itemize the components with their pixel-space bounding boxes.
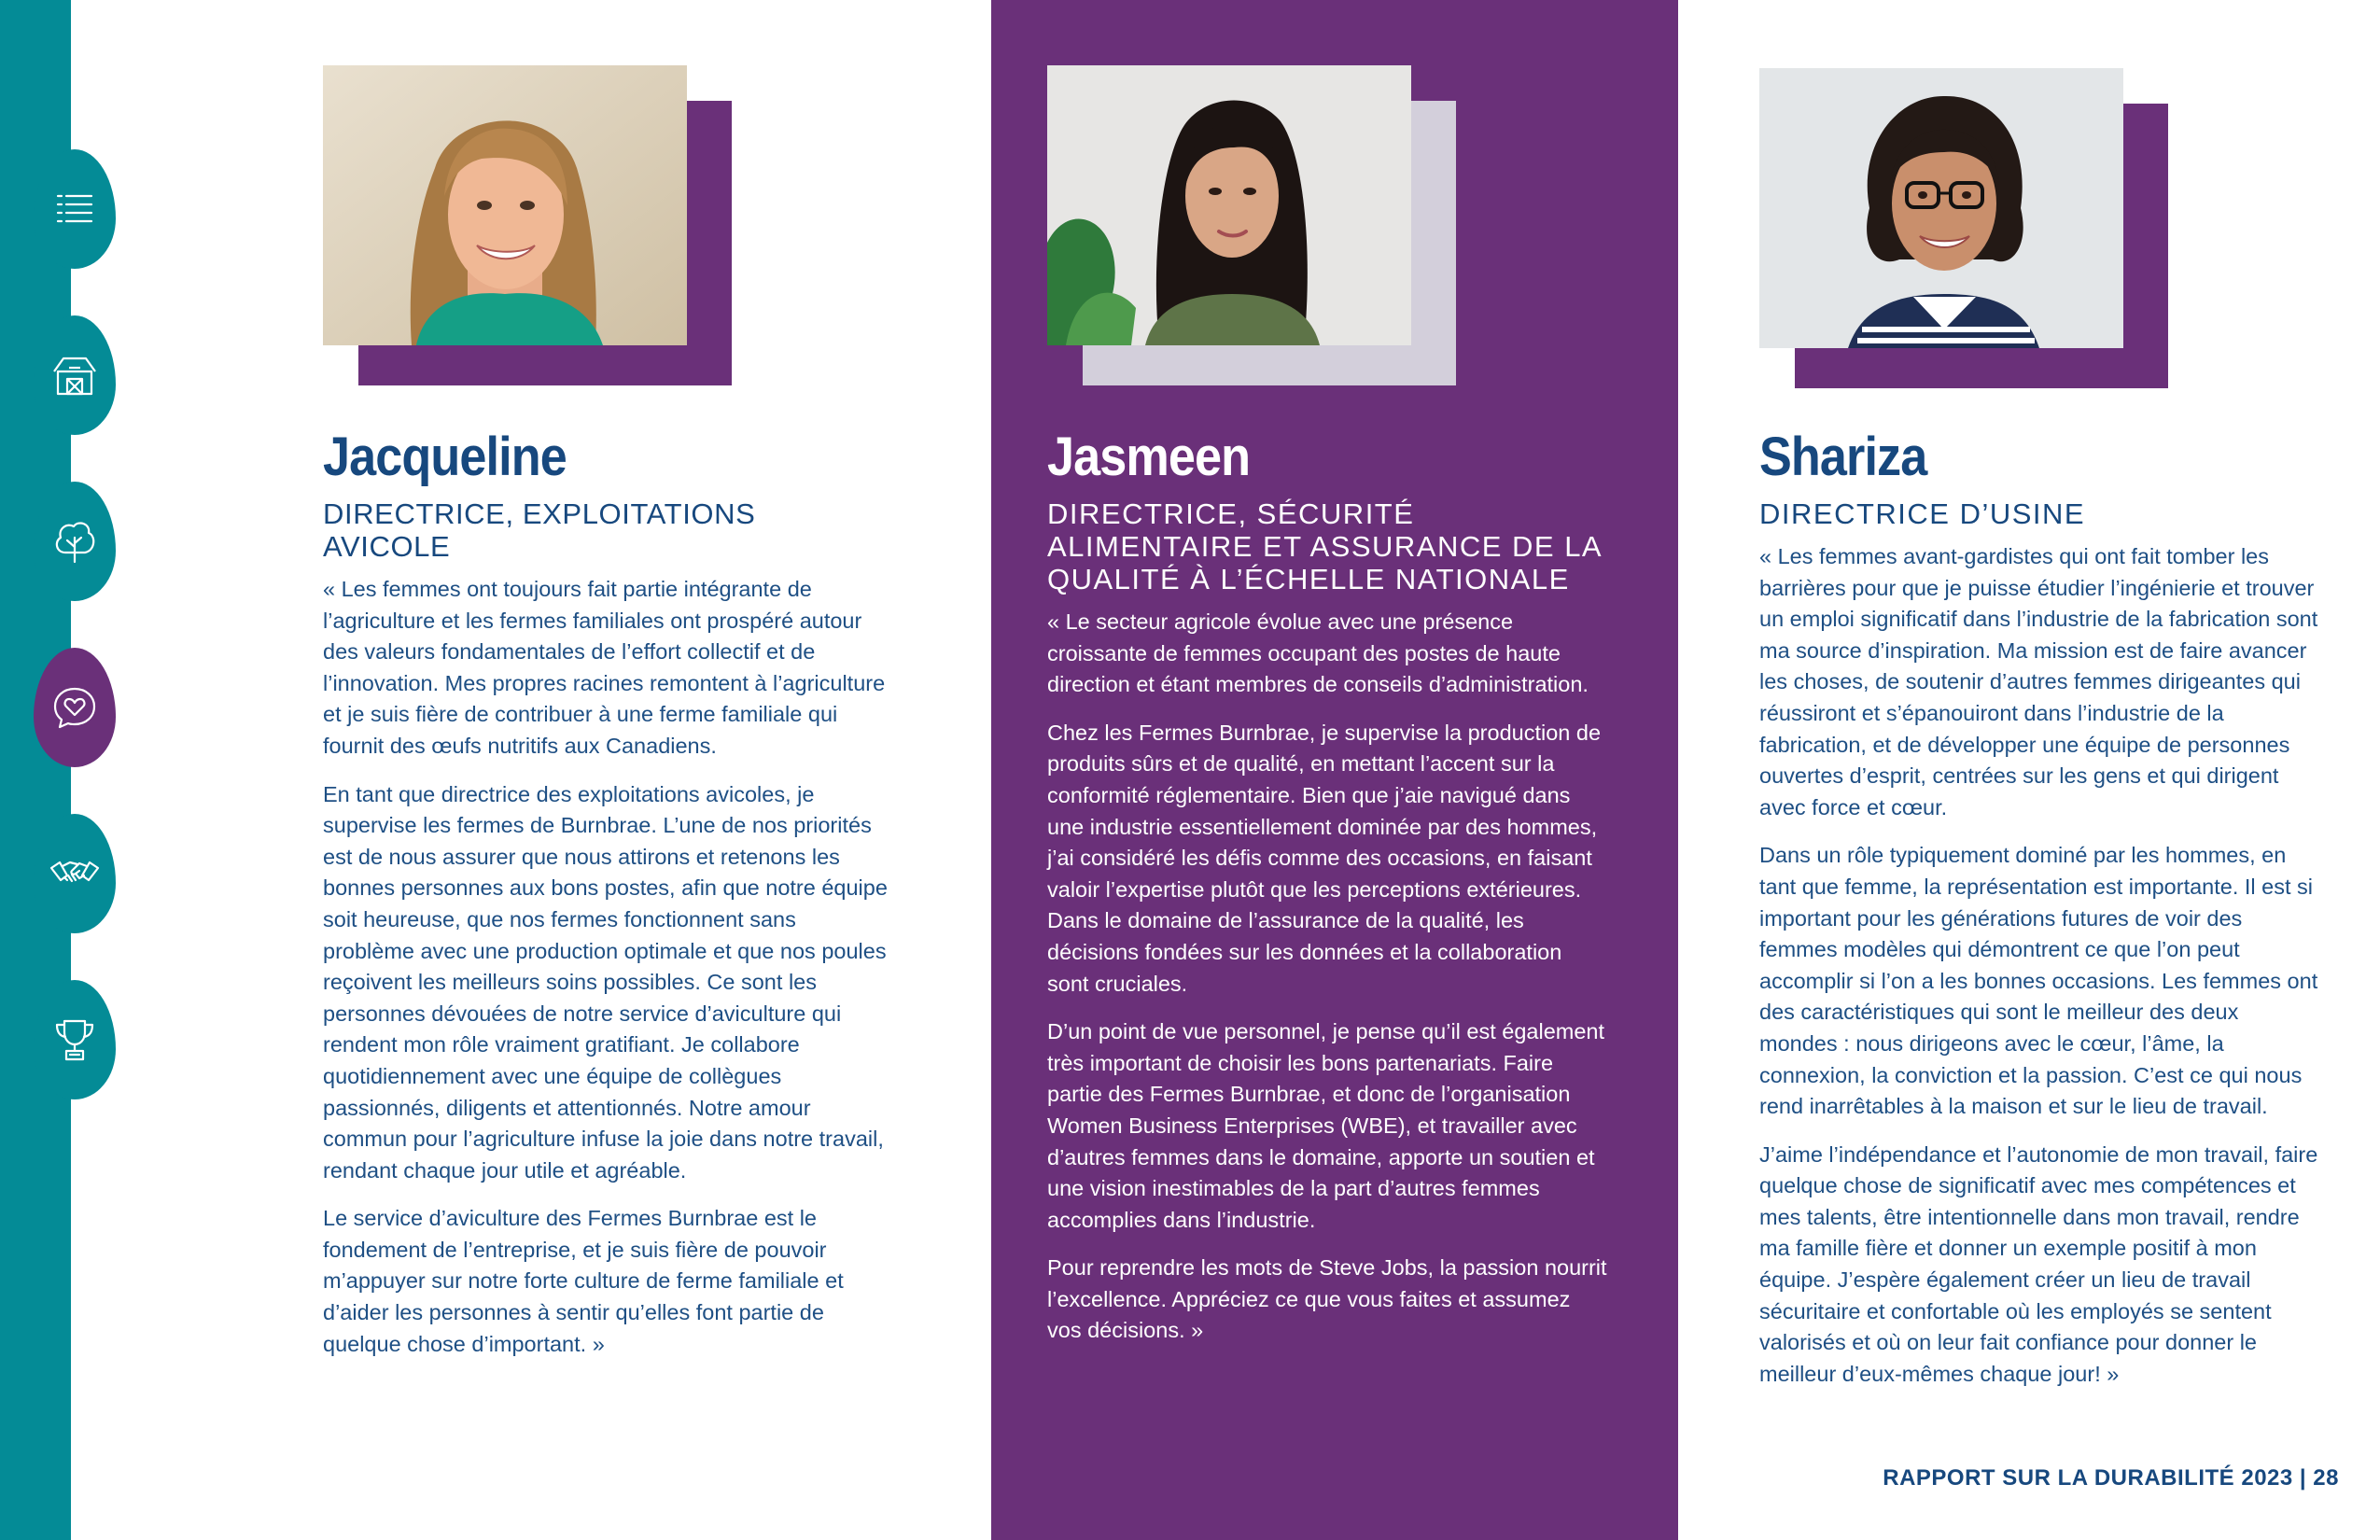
profile-paragraph: J’aime l’indépendance et l’autonomie de mon travail, faire quelque chose de significatif avec mes compétences et mes talents, être intentionnelle dans mon travail, rendre ma famille fière et donner un exemple positif à mon équipe. J’espère également créer un lieu de travail sécuritaire et confortable où les employés se sentent valorisés et où on leur fait confiance pour donner le meilleur d’eux-mêmes chaque jour! »	[1759, 1141, 2318, 1386]
nav-tab-contents[interactable]	[34, 149, 116, 269]
profile-paragraph: « Les femmes ont toujours fait partie intégrante de l’agriculture et les fermes familiales ont prospéré autour des valeurs fondamentales de l’effort collectif et de l’innovation. Mes propres racines remontent à l’agriculture et je suis fière de contribuer à une ferme familiale qui fournit des œufs nutritifs aux Canadiens.	[323, 577, 886, 758]
trophy-icon	[49, 1014, 101, 1066]
profile-role: DIRECTRICE D’USINE	[1759, 497, 2086, 530]
report-title: RAPPORT SUR LA DURABILITÉ 2023	[1883, 1465, 2293, 1491]
profile-role: DIRECTRICE, SÉCURITÉ ALIMENTAIRE ET ASSURANCE DE LA QUALITÉ À L’ÉCHELLE NATIONALE	[1047, 497, 1602, 595]
profile-paragraph: Pour reprendre les mots de Steve Jobs, la passion nourrit l’excellence. Appréciez ce que vous faites et assumez vos décisions. »	[1047, 1255, 1607, 1343]
photo-frame-jasmeen	[1047, 65, 1458, 392]
profile-paragraph: En tant que directrice des exploitations avicoles, je supervise les fermes de Burnbrae. L’une de nos priorités est de nous assurer que nous attirons et retenons les bonnes personnes aux bons postes, afin que notre équipe soit heureuse, que nos fermes fonctionnent sans problème avec une production optimale et que nos poules reçoivent les meilleurs soins possibles. Ce sont les personnes dévouées de notre service d’aviculture qui rendent mon rôle vraiment gratifiant. Je collabore quotidiennement avec une équipe de collègues passionnés, diligents et attentionnés. Notre amour commun pour l’agriculture infuse la joie dans notre travail, rendant chaque jour utile et agréable.	[323, 781, 888, 1183]
profile-paragraph: « Les femmes avant-gardistes qui ont fait tomber les barrières pour que je puisse étudier l’ingénierie et trouver un emploi significatif dans l’industrie de la fabrication sont ma source d’inspiration. Ma mission est de faire avancer les choses, de soutenir d’autres femmes dirigeantes qui réussiront et s’épanouiront dans l’industrie de la fabrication, et de développer une équipe de personnes ouvertes d’esprit, centrées sur les gens et qui dirigent avec force et cœur.	[1759, 544, 2318, 819]
profile-name: Jacqueline	[323, 427, 567, 487]
portrait-photo-jasmeen	[1047, 65, 1411, 345]
photo-frame-jacqueline	[323, 65, 734, 392]
handshake-icon	[49, 847, 101, 900]
page-footer	[1883, 1465, 2339, 1491]
nav-tab-environment[interactable]	[34, 482, 116, 601]
heart-chat-icon	[49, 681, 101, 734]
nav-tab-farm[interactable]	[34, 315, 116, 435]
profile-name: Jasmeen	[1047, 427, 1251, 487]
profile-column-jasmeen	[1047, 425, 1607, 1364]
barn-icon	[49, 349, 101, 401]
list-icon	[49, 183, 101, 235]
nav-tab-awards[interactable]	[34, 980, 116, 1099]
profile-column-shariza	[1759, 425, 2319, 1407]
profile-paragraph: Dans un rôle typiquement dominé par les hommes, en tant que femme, la représentation est importante. Il est si important pour les générations futures de voir des femmes modèles qui démontrent ce que l’on peut accomplir si l’on a les bonnes occasions. Les femmes ont des caractéristiques qui sont le meilleur des deux mondes : nous dirigeons avec le cœur, l’âme, la connexion, la conviction et la passion. C’est ce qui nous rend inarrêtables à la maison et sur le lieu de travail.	[1759, 843, 2318, 1119]
portrait-photo-jacqueline	[323, 65, 687, 345]
portrait-photo-shariza	[1759, 68, 2123, 348]
profile-name: Shariza	[1759, 427, 1927, 487]
tree-icon	[49, 515, 101, 567]
photo-frame-shariza	[1759, 68, 2170, 395]
profile-paragraph: D’un point de vue personnel, je pense qu’il est également très important de choisir les bons partenariats. Faire partie des Fermes Burnbrae, et donc de l’organisation Women Business Enterprises (WBE), et travailler avec d’autres femmes dans le domaine, apporte un soutien et une vision inestimables de la part d’autres femmes accomplies dans l’industrie.	[1047, 1019, 1605, 1232]
profile-role: DIRECTRICE, EXPLOITATIONS AVICOLE	[323, 497, 756, 563]
profile-paragraph: Chez les Fermes Burnbrae, je supervise la production de produits sûrs et de qualité, en mettant l’accent sur la conformité réglementaire. Bien que j’aie navigué dans une industrie essentiellement dominée par des hommes, j’ai considéré les défis comme des occasions, en faisant valoir l’expertise plutôt que les perceptions extérieures. Dans le domaine de l’assurance de la qualité, les décisions fondées sur les données et la collaboration sont cruciales.	[1047, 720, 1602, 996]
page-number: 28	[2313, 1465, 2339, 1491]
nav-tab-people[interactable]	[34, 648, 116, 767]
profile-paragraph: « Le secteur agricole évolue avec une présence croissante de femmes occupant des postes de haute direction et étant membres de conseils d’administration.	[1047, 609, 1589, 697]
profile-column-jacqueline	[323, 425, 888, 1377]
nav-tab-community[interactable]	[34, 814, 116, 933]
footer-separator: |	[2299, 1465, 2307, 1491]
profile-paragraph: Le service d’aviculture des Fermes Burnbrae est le fondement de l’entreprise, et je suis fière de pouvoir m’appuyer sur notre forte culture de ferme familiale et d’aider les personnes à sentir qu’elles font partie de quelque chose d’important. »	[323, 1206, 844, 1356]
